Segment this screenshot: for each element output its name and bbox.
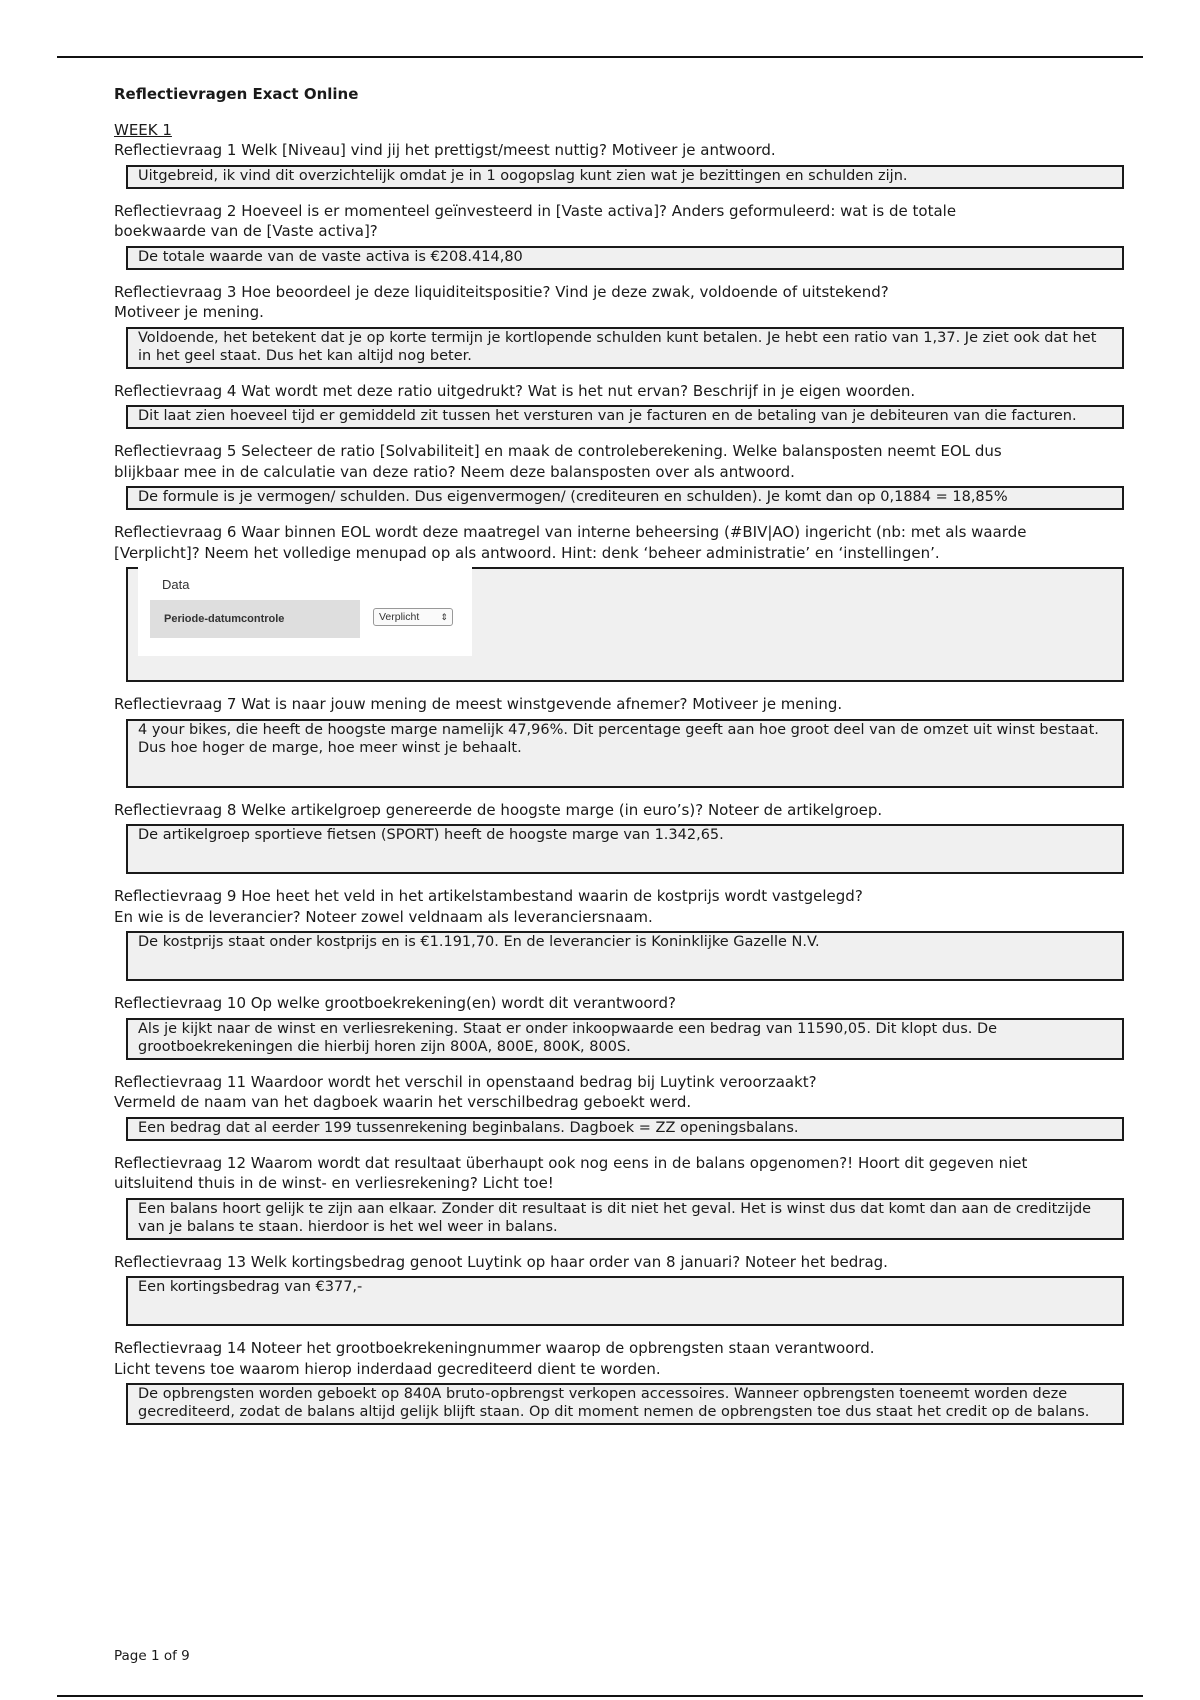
question-10: Reflectievraag 10 Op welke grootboekrekening(en) wordt dit verantwoord? bbox=[114, 994, 676, 1012]
question-3: Reflectievraag 3 Hoe beoordeel je deze liquiditeitspositie? Vind je deze zwak, voldoende of uitstekend? Motiveer je mening. bbox=[114, 282, 889, 321]
answer-box-1: Uitgebreid, ik vind dit overzichtelijk omdat je in 1 oogopslag kunt zien wat je bezittingen en schulden zijn. bbox=[126, 165, 1124, 189]
updown-arrow-icon: ⇕ bbox=[440, 612, 448, 622]
answer-box-11: Een bedrag dat al eerder 199 tussenrekening beginbalans. Dagboek = ZZ openingsbalans. bbox=[126, 1117, 1124, 1141]
eol-settings-row bbox=[150, 600, 360, 638]
answer-box-9: De kostprijs staat onder kostprijs en is €1.191,70. En de leverancier is Koninklijke Gazelle N.V. bbox=[126, 931, 1124, 981]
eol-settings-screenshot bbox=[138, 566, 472, 656]
page-number: Page 1 of 9 bbox=[114, 1648, 190, 1664]
answer-box-12: Een balans hoort gelijk te zijn aan elkaar. Zonder dit resultaat is dit niet het geval. Het is winst dus dat komt dan aan de creditzijde van je balans te staan. hierdoor is het wel weer in balans. bbox=[126, 1198, 1124, 1240]
answer-box-6 bbox=[126, 567, 1124, 682]
eol-section-title: Data bbox=[162, 577, 190, 592]
question-13: Reflectievraag 13 Welk kortingsbedrag genoot Luytink op haar order van 8 januari? Noteer het bedrag. bbox=[114, 1252, 888, 1271]
question-5: Reflectievraag 5 Selecteer de ratio [Solvabiliteit] en maak de controleberekening. Welke balansposten neemt EOL dus blijkbaar mee in de calculatie van deze ratio? Neem deze balansposten over als antwoord. bbox=[114, 442, 1002, 481]
question-14: Reflectievraag 14 Noteer het grootboekrekeningnummer waarop de opbrengsten staan verantwoord. Licht tevens toe waarom hierop inderdaad gecrediteerd dient te worden. bbox=[114, 1339, 875, 1378]
eol-select-value: Verplicht bbox=[379, 611, 420, 623]
answer-box-14: De opbrengsten worden geboekt op 840A bruto-opbrengst verkopen accessoires. Wanneer opbrengsten toeneemt worden deze gecrediteerd, zodat de balans altijd gelijk blijft staan. Op dit moment nemen de opbrengsten toe dus staat het credit op de balans. bbox=[126, 1383, 1124, 1425]
answer-box-8: De artikelgroep sportieve fietsen (SPORT) heeft de hoogste marge van 1.342,65. bbox=[126, 824, 1124, 874]
eol-period-date-select[interactable] bbox=[373, 608, 453, 626]
answer-box-3: Voldoende, het betekent dat je op korte termijn je kortlopende schulden kunt betalen. Je hebt een ratio van 1,37. Je ziet ook dat het in het geel staat. Dus het kan altijd nog beter. bbox=[126, 327, 1124, 369]
question-9: Reflectievraag 9 Hoe heet het veld in het artikelstambestand waarin de kostprijs wordt vastgelegd? En wie is de leverancier? Noteer zowel veldnaam als leveranciersnaam. bbox=[114, 887, 863, 926]
answer-box-10: Als je kijkt naar de winst en verliesrekening. Staat er onder inkoopwaarde een bedrag van 11590,05. Dit klopt dus. De grootboekrekeningen die hierbij horen zijn 800A, 800E, 800K, 800S. bbox=[126, 1018, 1124, 1060]
answer-box-5: De formule is je vermogen/ schulden. Dus eigenvermogen/ (crediteuren en schulden). Je komt dan op 0,1884 = 18,85% bbox=[126, 486, 1124, 510]
document-title: Reflectievragen Exact Online bbox=[114, 85, 359, 103]
answer-box-2: De totale waarde van de vaste activa is €208.414,80 bbox=[126, 246, 1124, 270]
week-heading: WEEK 1 bbox=[114, 121, 172, 139]
bottom-rule bbox=[57, 1695, 1143, 1697]
question-7: Reflectievraag 7 Wat is naar jouw mening de meest winstgevende afnemer? Motiveer je mening. bbox=[114, 695, 843, 713]
answer-box-13: Een kortingsbedrag van €377,- bbox=[126, 1276, 1124, 1326]
question-8: Reflectievraag 8 Welke artikelgroep genereerde de hoogste marge (in euro’s)? Noteer de artikelgroep. bbox=[114, 800, 883, 819]
answer-box-4: Dit laat zien hoeveel tijd er gemiddeld zit tussen het versturen van je facturen en de betaling van je debiteuren van die facturen. bbox=[126, 405, 1124, 429]
question-6: Reflectievraag 6 Waar binnen EOL wordt deze maatregel van interne beheersing (#BIV|AO) ingericht (nb: met als waarde [Verplicht]? Neem het volledige menupad op als antwoord. Hint: denk ‘beheer administratie’ en ‘instellingen’. bbox=[114, 523, 1027, 562]
answer-box-7: 4 your bikes, die heeft de hoogste marge namelijk 47,96%. Dit percentage geeft aan hoe groot deel van de omzet uit winst bestaat. Dus hoe hoger de marge, hoe meer winst je behaalt. bbox=[126, 719, 1124, 788]
question-12: Reflectievraag 12 Waarom wordt dat resultaat überhaupt ook nog eens in de balans opgenomen?! Hoort dit gegeven niet uitsluitend thuis in de winst- en verliesrekening? Licht toe! bbox=[114, 1153, 1028, 1192]
question-4: Reflectievraag 4 Wat wordt met deze ratio uitgedrukt? Wat is het nut ervan? Beschrijf in je eigen woorden. bbox=[114, 381, 916, 400]
question-2: Reflectievraag 2 Hoeveel is er momenteel geïnvesteerd in [Vaste activa]? Anders geformuleerd: wat is de totale boekwaarde van de [Vaste activa]? bbox=[114, 201, 957, 240]
eol-field-label: Periode-datumcontrole bbox=[164, 613, 285, 625]
top-rule bbox=[57, 56, 1143, 58]
question-1: Reflectievraag 1 Welk [Niveau] vind jij het prettigst/meest nuttig? Motiveer je antwoord. bbox=[114, 141, 776, 159]
document-body bbox=[114, 84, 1124, 1425]
question-11: Reflectievraag 11 Waardoor wordt het verschil in openstaand bedrag bij Luytink veroorzaakt? Vermeld de naam van het dagboek waarin het verschilbedrag geboekt werd. bbox=[114, 1072, 817, 1111]
